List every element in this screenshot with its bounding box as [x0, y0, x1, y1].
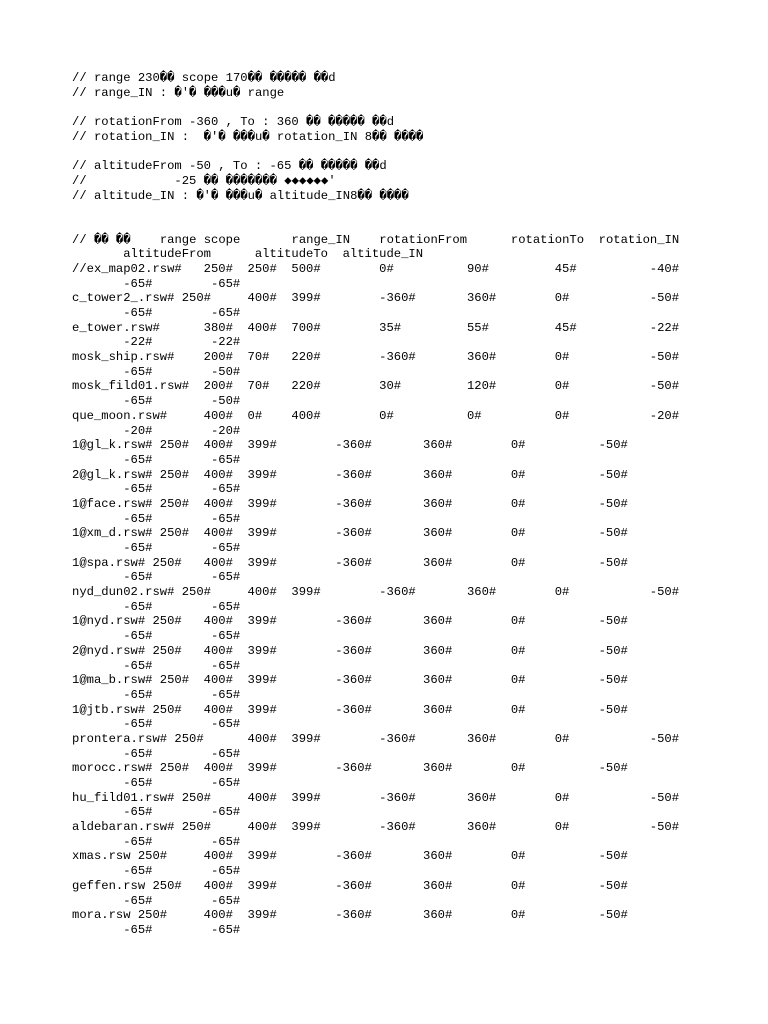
table-row: nyd_dun02.rsw# 250# 400# 399# -360# 360# 0# -50#: [72, 585, 680, 600]
table-row: e_tower.rsw# 380# 400# 700# 35# 55# 45# -22#: [72, 320, 680, 335]
table-row: 1@jtb.rsw# 250# 400# 399# -360# 360# 0# -50#: [72, 702, 628, 717]
table-row: mora.rsw 250# 400# 399# -360# 360# 0# -50#: [72, 908, 628, 923]
table-row: hu_fild01.rsw# 250# 400# 399# -360# 360# 0# -50#: [72, 790, 680, 805]
table-row-continuation: -65# -65#: [72, 599, 241, 614]
table-row-continuation: -22# -22#: [72, 335, 241, 350]
table-row: 1@xm_d.rsw# 250# 400# 399# -360# 360# 0# -50#: [72, 526, 628, 541]
table-row: 1@nyd.rsw# 250# 400# 399# -360# 360# 0# -50#: [72, 614, 628, 629]
comment-line: // range_IN : �'� ���u� range: [72, 85, 285, 100]
table-row-continuation: -65# -65#: [72, 717, 241, 732]
settings-table: [72, 233, 728, 938]
table-row: mosk_ship.rsw# 200# 70# 220# -360# 360# 0# -50#: [72, 350, 680, 365]
table-row: que_moon.rsw# 400# 0# 400# 0# 0# 0# -20#: [72, 408, 680, 423]
table-row-continuation: -65# -65#: [72, 511, 241, 526]
comment-block-range: [72, 71, 728, 100]
table-row: //ex_map02.rsw# 250# 250# 500# 0# 90# 45# -40#: [72, 261, 680, 276]
comment-line: // -25 �� ������� ◆◆◆◆◆◆': [72, 173, 336, 188]
table-row-continuation: -65# -65#: [72, 658, 241, 673]
comment-block-altitude: [72, 159, 728, 203]
table-row: 1@gl_k.rsw# 250# 400# 399# -360# 360# 0# -50#: [72, 438, 628, 453]
table-row-continuation: -65# -65#: [72, 834, 241, 849]
table-row-continuation: -65# -65#: [72, 276, 241, 291]
table-row-continuation: -65# -65#: [72, 922, 241, 937]
table-row: 1@face.rsw# 250# 400# 399# -360# 360# 0# -50#: [72, 496, 628, 511]
table-row-continuation: -20# -20#: [72, 423, 241, 438]
table-row: geffen.rsw 250# 400# 399# -360# 360# 0# -50#: [72, 878, 628, 893]
table-row: mosk_fild01.rsw# 200# 70# 220# 30# 120# 0# -50#: [72, 379, 680, 394]
document-body: [72, 71, 728, 938]
table-row-continuation: -65# -65#: [72, 570, 241, 585]
table-row: aldebaran.rsw# 250# 400# 399# -360# 360# 0# -50#: [72, 820, 680, 835]
table-row-continuation: -65# -65#: [72, 482, 241, 497]
comment-line: // rotation_IN : �'� ���u� rotation_IN 8�� ����: [72, 129, 424, 144]
table-row-continuation: -65# -65#: [72, 746, 241, 761]
comment-line: // altitude_IN : �'� ���u� altitude_IN8�� ����: [72, 188, 409, 203]
table-row-continuation: -65# -65#: [72, 893, 241, 908]
comment-block-rotation: [72, 115, 728, 144]
table-row: xmas.rsw 250# 400# 399# -360# 360# 0# -50#: [72, 849, 628, 864]
table-header-line: altitudeFrom altitudeTo altitude_IN: [72, 247, 424, 262]
table-row: 2@gl_k.rsw# 250# 400# 399# -360# 360# 0# -50#: [72, 467, 628, 482]
table-row-continuation: -65# -65#: [72, 864, 241, 879]
table-row-continuation: -65# -65#: [72, 541, 241, 555]
table-row-continuation: -65# -65#: [72, 776, 241, 790]
table-row: c_tower2_.rsw# 250# 400# 399# -360# 360# 0# -50#: [72, 291, 680, 306]
table-row-continuation: -65# -65#: [72, 629, 241, 644]
table-row-continuation: -65# -50#: [72, 394, 241, 409]
table-row-continuation: -65# -65#: [72, 687, 241, 702]
table-header-line: // �� �� range scope range_IN rotationFrom rotationTo rotation_IN: [72, 232, 680, 247]
table-row-continuation: -65# -65#: [72, 452, 241, 467]
table-row: morocc.rsw# 250# 400# 399# -360# 360# 0# -50#: [72, 761, 628, 776]
table-row: prontera.rsw# 250# 400# 399# -360# 360# 0# -50#: [72, 731, 680, 746]
table-row-continuation: -65# -65#: [72, 306, 241, 320]
table-row: 1@ma_b.rsw# 250# 400# 399# -360# 360# 0# -50#: [72, 673, 628, 688]
table-row-continuation: -65# -65#: [72, 805, 241, 820]
comment-line: // range 230�� scope 170�� ����� ��d: [72, 71, 336, 85]
table-row-continuation: -65# -50#: [72, 364, 241, 379]
table-row: 1@spa.rsw# 250# 400# 399# -360# 360# 0# -50#: [72, 555, 628, 570]
comment-line: // rotationFrom -360 , To : 360 �� ����� ��d: [72, 115, 395, 130]
table-row: 2@nyd.rsw# 250# 400# 399# -360# 360# 0# -50#: [72, 643, 628, 658]
comment-line: // altitudeFrom -50 , To : -65 �� ����� ��d: [72, 159, 387, 174]
